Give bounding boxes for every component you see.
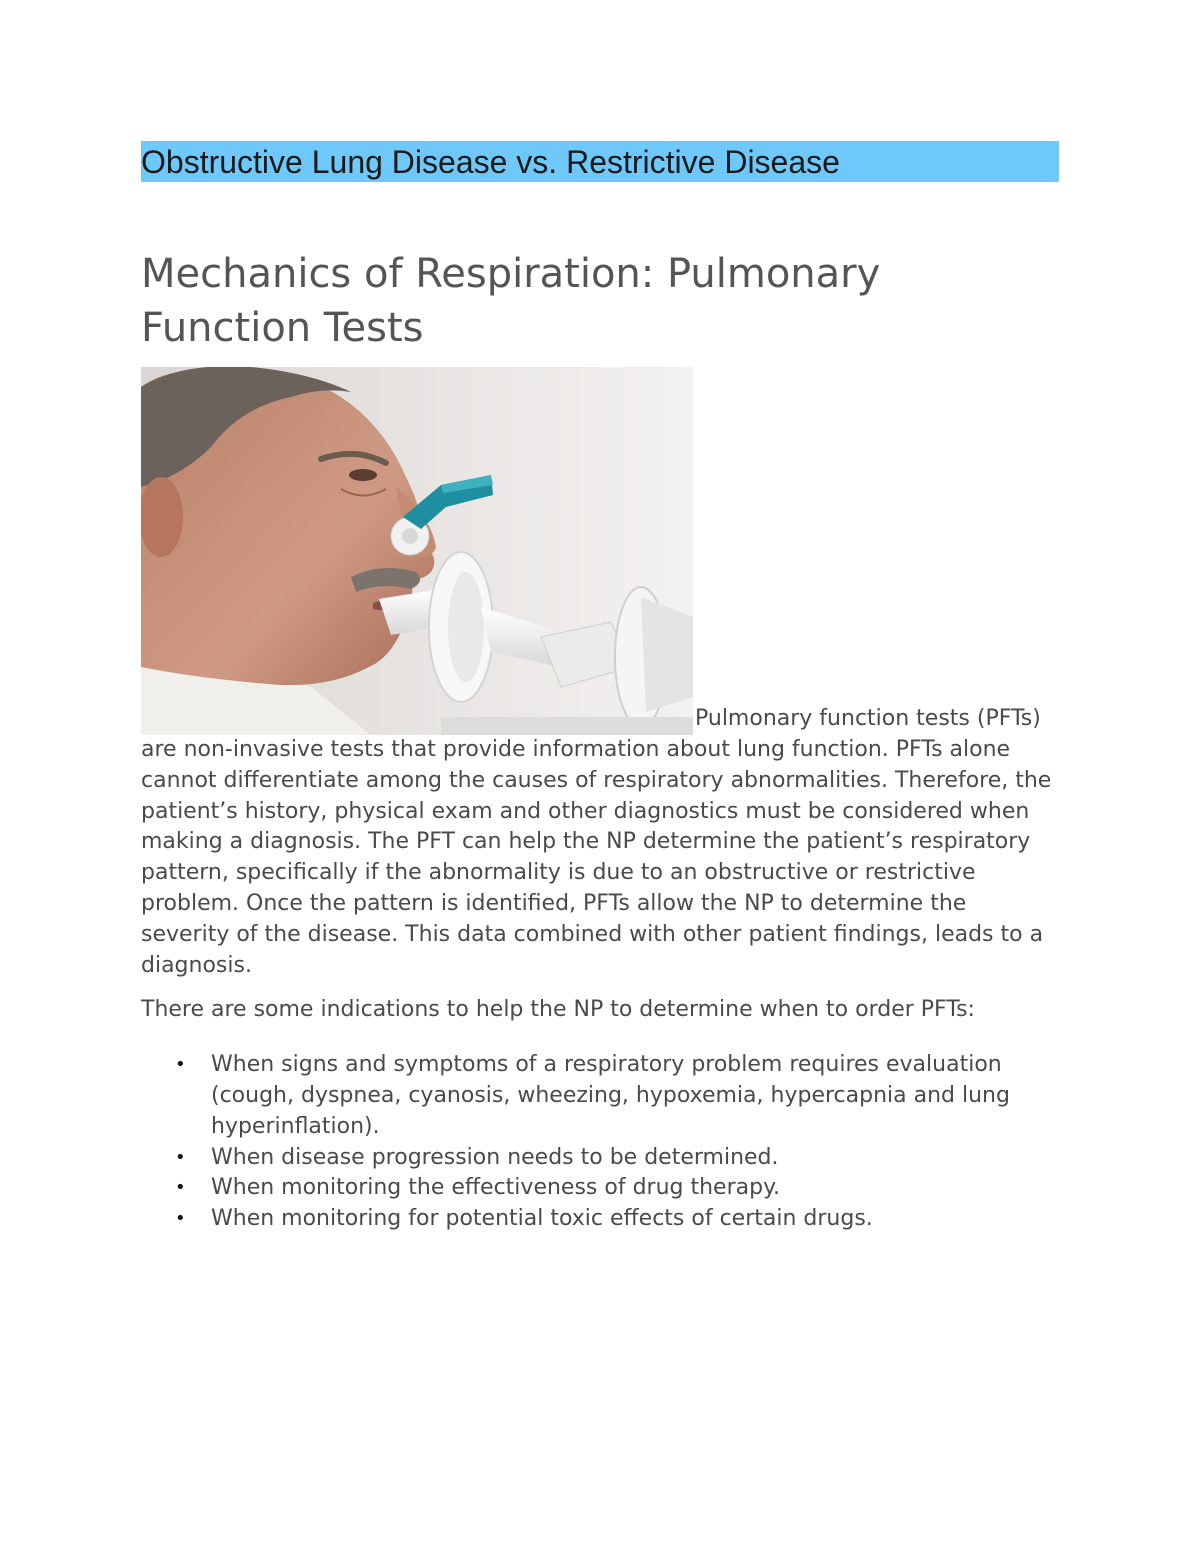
indications-list (141, 1050, 1059, 1235)
bullet-icon: • (175, 1146, 186, 1168)
indications-intro: There are some indications to help the NP to determine when to order PFTs: (141, 997, 975, 1023)
list-item (141, 1173, 1059, 1204)
document-title: Obstructive Lung Disease vs. Restrictive Disease (141, 144, 840, 180)
bullet-icon: • (175, 1208, 186, 1230)
bullet-icon: • (175, 1177, 186, 1199)
title-highlight (141, 141, 1059, 182)
list-item-text: When monitoring the effectiveness of drug therapy. (211, 1175, 780, 1201)
list-item (141, 1143, 1059, 1174)
intro-paragraph (141, 367, 1059, 981)
section-heading (141, 247, 1059, 355)
spirometry-illustration (141, 367, 693, 735)
list-item (141, 1204, 1059, 1235)
list-item-text: When monitoring for potential toxic effects of certain drugs. (211, 1206, 873, 1232)
body-content (141, 367, 1059, 1235)
spirometry-photo (141, 367, 693, 735)
list-item-text: When signs and symptoms of a respiratory problem requires evaluation (cough, dyspnea, cyanosis, wheezing, hypoxemia, hypercapnia and lung hyperinflation). (211, 1052, 1010, 1139)
bullet-icon: • (175, 1054, 186, 1076)
heading-line-1: Mechanics of Respiration: Pulmonary (141, 251, 881, 297)
heading-line-2: Function Tests (141, 305, 424, 351)
list-item (141, 1050, 1059, 1142)
list-item-text: When disease progression needs to be determined. (211, 1144, 779, 1170)
intro-text: Pulmonary function tests (PFTs) are non-invasive tests that provide information about lung function. PFTs alone cannot differentiate among the causes of respiratory abnormalities. Therefore, the patient’s history, physical exam and other diagnostics must be considered when making a diagnosis. The PFT can help the NP determine the patient’s respiratory pattern, specifically if the abnormality is due to an obstructive or restrictive problem. Once the pattern is identified, PFTs allow the NP to determine the severity of the disease. This data combined with other patient findings, leads to a diagnosis. (141, 706, 1052, 978)
